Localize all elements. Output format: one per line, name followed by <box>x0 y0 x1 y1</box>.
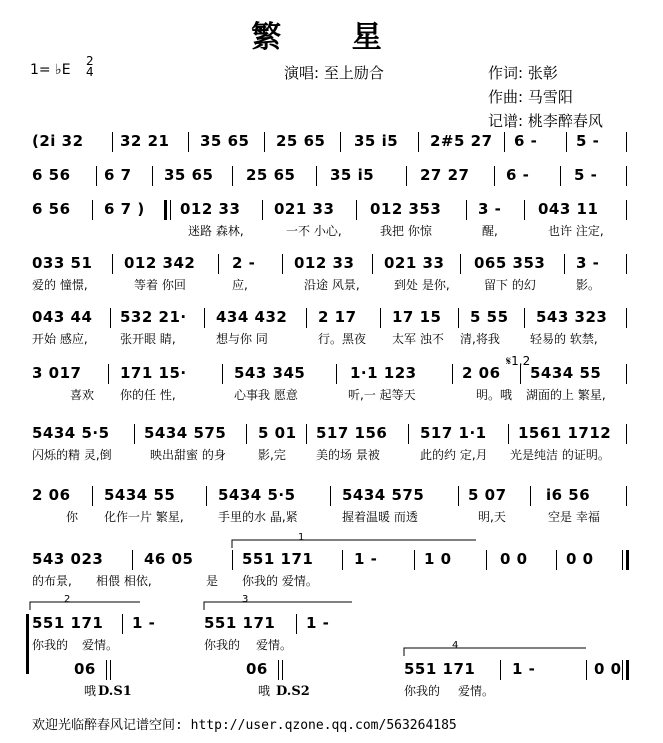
measure: 5 07 <box>468 486 507 504</box>
composer-credit: 作曲: 马雪阳 <box>488 88 573 106</box>
measure: 517 156 <box>316 424 388 442</box>
measure: 27 27 <box>420 166 470 184</box>
measure: 35 65 <box>200 132 250 150</box>
measure: 1·1 123 <box>350 364 417 382</box>
lyric: 是 <box>206 574 219 588</box>
measure: 6 56 <box>32 200 71 218</box>
lyric: 的布景, <box>32 574 72 588</box>
lyric: 哦 <box>84 684 97 698</box>
measure: 6 7 ) <box>104 200 145 218</box>
lyric: 影,完 <box>258 448 286 462</box>
measure: 5 - <box>576 132 600 150</box>
lyric: 等着 你回 <box>134 278 186 292</box>
measure: 0 0 <box>594 660 622 678</box>
measure: 5434 5·5 <box>32 424 110 442</box>
lyric: 行。黑夜 <box>318 332 367 346</box>
measure: 1 - <box>132 614 156 632</box>
lyric: 光是纯洁 的证明。 <box>510 448 610 462</box>
measure: 3 017 <box>32 364 82 382</box>
measure: 0 0 <box>566 550 594 568</box>
ds2-marker: D.S2 <box>276 684 310 699</box>
measure: 543 323 <box>536 308 608 326</box>
measure: 2 06 <box>462 364 501 382</box>
meter-top: 2 <box>86 54 94 68</box>
measure: 46 05 <box>144 550 194 568</box>
volta-4-bracket <box>404 648 586 656</box>
measure: 5434 575 <box>144 424 227 442</box>
measure: 25 65 <box>246 166 296 184</box>
measure: 6 7 <box>104 166 132 184</box>
lyric: 一不 小心, <box>286 224 342 238</box>
lyric: 美的场 景被 <box>316 448 380 462</box>
lyric: 沿途 风景, <box>304 278 360 292</box>
lyric: 爱情。 <box>256 638 293 652</box>
measure: 517 1·1 <box>420 424 487 442</box>
measure: 551 171 <box>204 614 276 632</box>
measure: 551 171 <box>32 614 104 632</box>
lyric: 你的任 性, <box>120 388 176 402</box>
lyric: 你我的 <box>404 684 441 698</box>
volta-3-bracket <box>204 602 352 610</box>
measure: 35 65 <box>164 166 214 184</box>
volta-2-bracket <box>30 602 140 610</box>
measure: 1 - <box>354 550 378 568</box>
lyric: 闪烁的精 灵,倒 <box>32 448 112 462</box>
measure: 0 0 <box>500 550 528 568</box>
lyric: 相偎 相依, <box>96 574 152 588</box>
measure: 2 - <box>232 254 256 272</box>
measure: 2#5 27 <box>430 132 493 150</box>
lyric: 爱情。 <box>458 684 495 698</box>
lyric: 留下 的幻 <box>484 278 536 292</box>
measure: 32 21 <box>120 132 170 150</box>
lyric: 应, <box>232 278 248 292</box>
lyric: 你我的 <box>204 638 241 652</box>
lyric: 此的约 定,月 <box>420 448 488 462</box>
measure: 065 353 <box>474 254 546 272</box>
lyric: 哦 <box>258 684 271 698</box>
lyric: 湖面的上 繁星, <box>526 388 606 402</box>
measure: 5 - <box>574 166 598 184</box>
segno-marker: 𝄋1.2 <box>506 354 531 368</box>
volta-1-label: 1 <box>298 532 305 543</box>
measure: 6 - <box>506 166 530 184</box>
measure: 021 33 <box>384 254 445 272</box>
measure: 021 33 <box>274 200 335 218</box>
measure: 171 15· <box>120 364 187 382</box>
lyric: 张开眼 睛, <box>120 332 176 346</box>
measure: 2 17 <box>318 308 357 326</box>
lyric: 你 <box>66 510 79 524</box>
measure: i6 56 <box>546 486 591 504</box>
measure: 3 - <box>576 254 600 272</box>
volta-2-label: 2 <box>64 594 71 605</box>
lyric: 爱情。 <box>82 638 119 652</box>
lyric: 听,一 起等天 <box>348 388 416 402</box>
measure: 25 65 <box>276 132 326 150</box>
meter-bottom: 4 <box>86 65 94 79</box>
measure: 6 56 <box>32 166 71 184</box>
lyric: 轻易的 软禁, <box>530 332 598 346</box>
footer-credit: 欢迎光临醉春风记谱空间: http://user.qzone.qq.com/563264185 <box>32 718 457 733</box>
volta-1-bracket <box>232 540 476 548</box>
lyric: 你我的 爱情。 <box>242 574 318 588</box>
volta-4-label: 4 <box>452 640 459 651</box>
measure: 5434 5·5 <box>218 486 296 504</box>
measure: 5434 575 <box>342 486 425 504</box>
measure: 012 353 <box>370 200 442 218</box>
transcriber-credit: 记谱: 桃李醉春风 <box>488 112 603 130</box>
lyric: 爱的 憧憬, <box>32 278 88 292</box>
measure: 1561 1712 <box>518 424 612 442</box>
lyric: 映出甜蜜 的身 <box>150 448 226 462</box>
measure: 17 15 <box>392 308 442 326</box>
lyric: 心事我 愿意 <box>234 388 298 402</box>
measure: 5434 55 <box>530 364 602 382</box>
song-title: 繁 星 <box>251 20 412 55</box>
lyric: 影。 <box>576 278 601 292</box>
ds1-marker: D.S1 <box>98 684 132 699</box>
measure: 551 171 <box>404 660 476 678</box>
measure: 3 - <box>478 200 502 218</box>
lyric: 也许 注定, <box>548 224 604 238</box>
lyric: 明,天 <box>478 510 506 524</box>
measure: 06 <box>74 660 96 678</box>
measure: 543 345 <box>234 364 306 382</box>
lyric: 握着温暖 而透 <box>342 510 418 524</box>
measure: 551 171 <box>242 550 314 568</box>
measure: 434 432 <box>216 308 288 326</box>
volta-3-label: 3 <box>242 594 249 605</box>
lyric: 明。哦 <box>476 388 513 402</box>
lyric: 空是 幸福 <box>548 510 600 524</box>
lyric: 手里的水 晶,紧 <box>218 510 298 524</box>
measure: 1 - <box>306 614 330 632</box>
lyric: 醒, <box>482 224 498 238</box>
measure: 033 51 <box>32 254 93 272</box>
lyricist-credit: 作词: 张彰 <box>488 64 558 82</box>
measure: 5 01 <box>258 424 297 442</box>
measure: 5 55 <box>470 308 509 326</box>
measure: 6 - <box>514 132 538 150</box>
lyric: 化作一片 繁星, <box>104 510 184 524</box>
measure: 532 21· <box>120 308 187 326</box>
lyric: 你我的 <box>32 638 69 652</box>
singer-credit: 演唱: 至上励合 <box>284 64 384 82</box>
measure: 35 i5 <box>330 166 375 184</box>
key-signature: 1= ♭E <box>30 62 71 78</box>
lyric: 到处 是你, <box>394 278 450 292</box>
measure: 043 44 <box>32 308 93 326</box>
lyric: 想与你 同 <box>216 332 268 346</box>
measure: 1 0 <box>424 550 452 568</box>
measure: 06 <box>246 660 268 678</box>
lyric: 我把 你惊 <box>380 224 432 238</box>
measure: 012 342 <box>124 254 196 272</box>
measure: 5434 55 <box>104 486 176 504</box>
lyric: 清,将我 <box>460 332 500 346</box>
measure: (2i 32 <box>32 132 84 150</box>
lyric: 太军 浊不 <box>392 332 444 346</box>
measure: 2 06 <box>32 486 71 504</box>
measure: 012 33 <box>180 200 241 218</box>
measure: 35 i5 <box>354 132 399 150</box>
measure: 043 11 <box>538 200 599 218</box>
lyric: 喜欢 <box>70 388 95 402</box>
measure: 012 33 <box>294 254 355 272</box>
measure: 1 - <box>512 660 536 678</box>
lyric: 开始 感应, <box>32 332 88 346</box>
measure: 543 023 <box>32 550 104 568</box>
lyric: 迷路 森林, <box>188 224 244 238</box>
